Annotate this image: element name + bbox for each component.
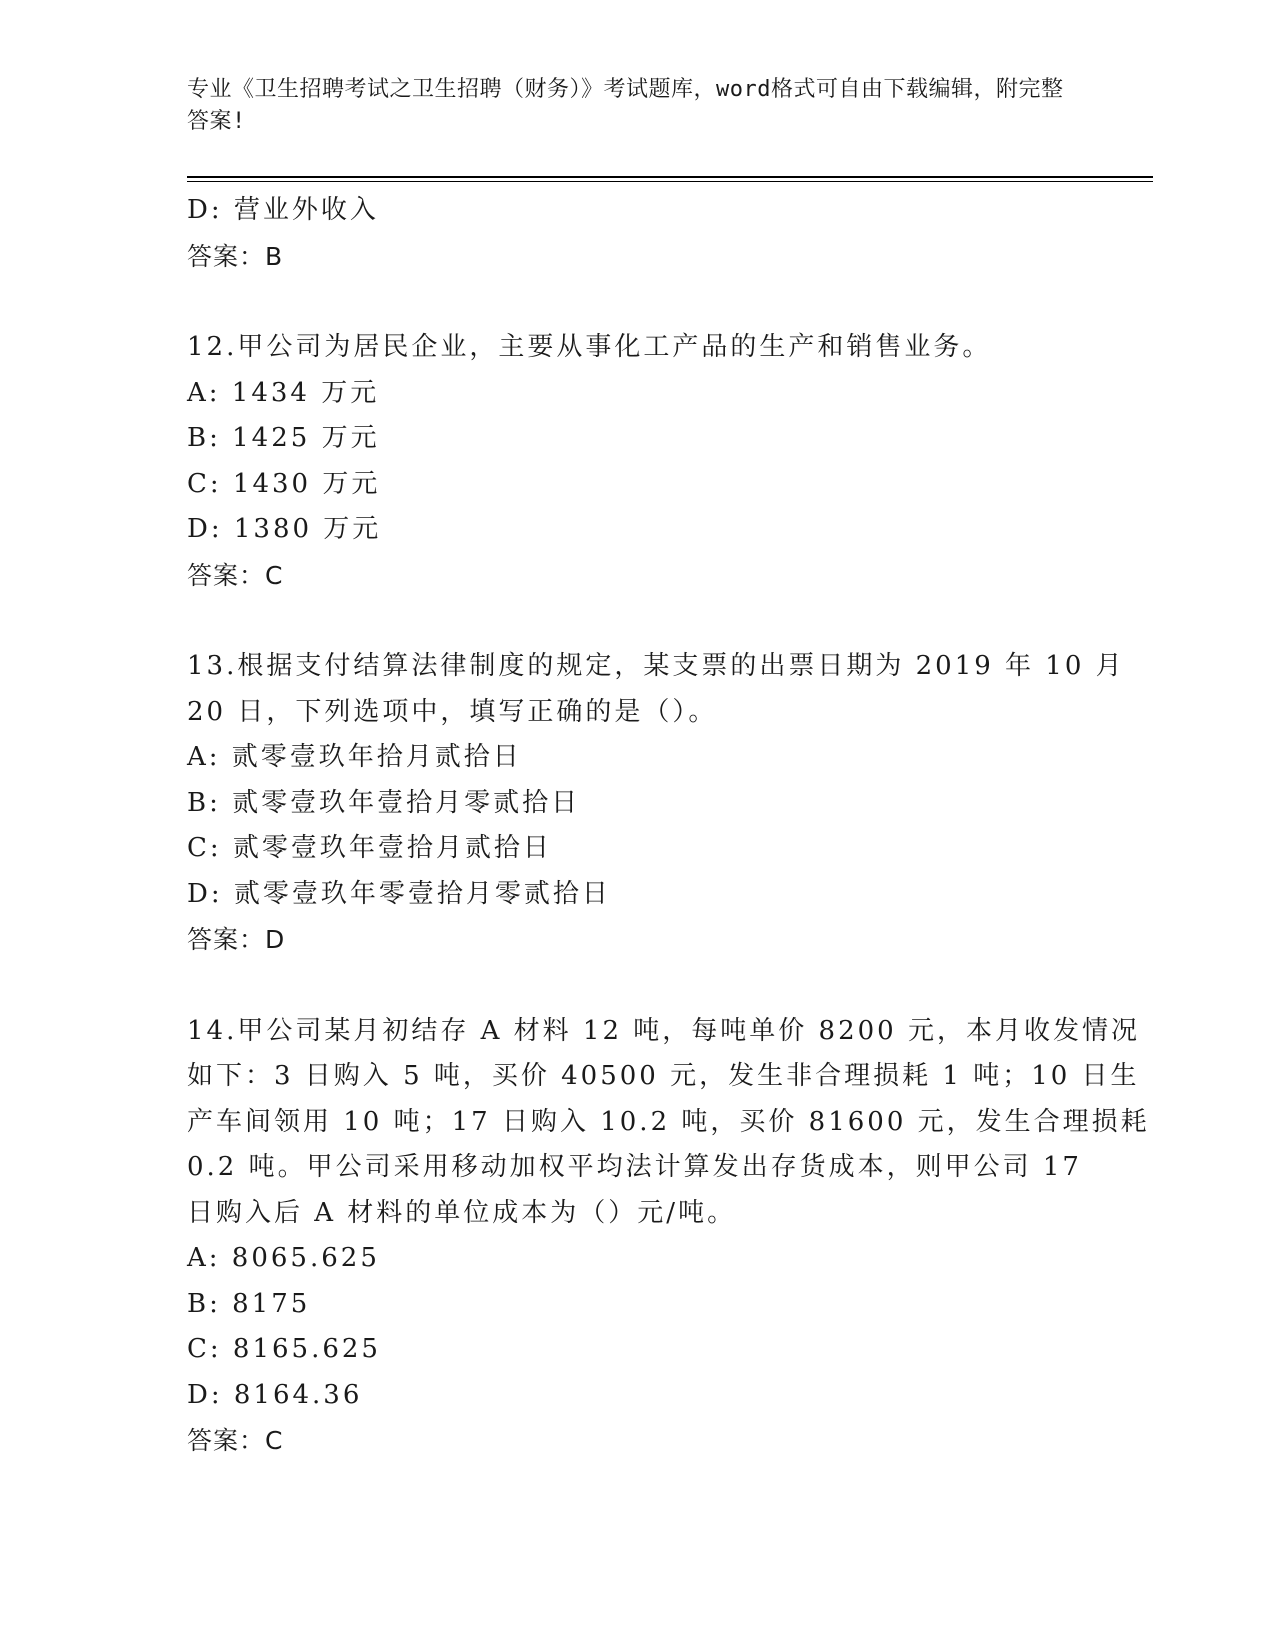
question-13 [187,644,1125,963]
question-stem-line: 如下：3 日购入 5 吨，买价 40500 元，发生非合理损耗 1 吨；10 日生 [187,1061,1140,1091]
header-divider-thin [187,181,1153,182]
page-header [187,74,1067,138]
option-a: A: 1434 万元 [187,377,380,408]
previous-question-fragment [187,188,1077,279]
question-stem-line: 20 日，下列选项中，填写正确的是（）。 [187,696,718,727]
spacer [187,963,1077,1009]
option-c: C: 8165.625 [187,1334,381,1364]
option-d: D: 营业外收入 [187,195,379,225]
header-divider-thick [187,176,1153,178]
option-c: C: 贰零壹玖年壹拾月贰拾日 [187,833,552,863]
option-b: B: 8175 [187,1288,311,1319]
option-d: D: 贰零壹玖年零壹拾月零贰拾日 [187,878,611,909]
question-14 [187,1009,1150,1464]
question-content [187,188,1150,1464]
question-stem-line: 日购入后 A 材料的单位成本为（）元/吨。 [187,1197,737,1228]
question-stem-line: 13.根据支付结算法律制度的规定，某支票的出票日期为 2019 年 10 月 [187,651,1125,681]
question-stem-line: 0.2 吨。甲公司采用移动加权平均法计算发出存货成本，则甲公司 17 [187,1152,1082,1182]
option-a: A: 贰零壹玖年拾月贰拾日 [187,742,522,772]
question-stem: 12.甲公司为居民企业，主要从事化工产品的生产和销售业务。 [187,332,992,362]
question-stem-line: 产车间领用 10 吨；17 日购入 10.2 吨，买价 81600 元，发生合理损耗 [187,1106,1150,1137]
question-12 [187,325,1077,598]
option-d: D: 1380 万元 [187,514,382,544]
spacer [187,598,1077,644]
option-b: B: 1425 万元 [187,423,380,453]
spacer [187,279,1077,325]
answer-label: 答案：B [187,241,284,271]
option-a: A: 8065.625 [187,1243,380,1273]
header-text: 专业《卫生招聘考试之卫生招聘（财务）》考试题库，word格式可自由下载编辑，附完整答案! [187,77,1064,134]
question-stem-line: 14.甲公司某月初结存 A 材料 12 吨，每吨单价 8200 元，本月收发情况 [187,1015,1140,1046]
answer-label: 答案：C [187,560,284,590]
answer-label: 答案：D [187,925,286,954]
answer-label: 答案：C [187,1426,284,1455]
option-c: C: 1430 万元 [187,468,381,499]
option-b: B: 贰零壹玖年壹拾月零贰拾日 [187,787,581,818]
option-d: D: 8164.36 [187,1379,363,1410]
